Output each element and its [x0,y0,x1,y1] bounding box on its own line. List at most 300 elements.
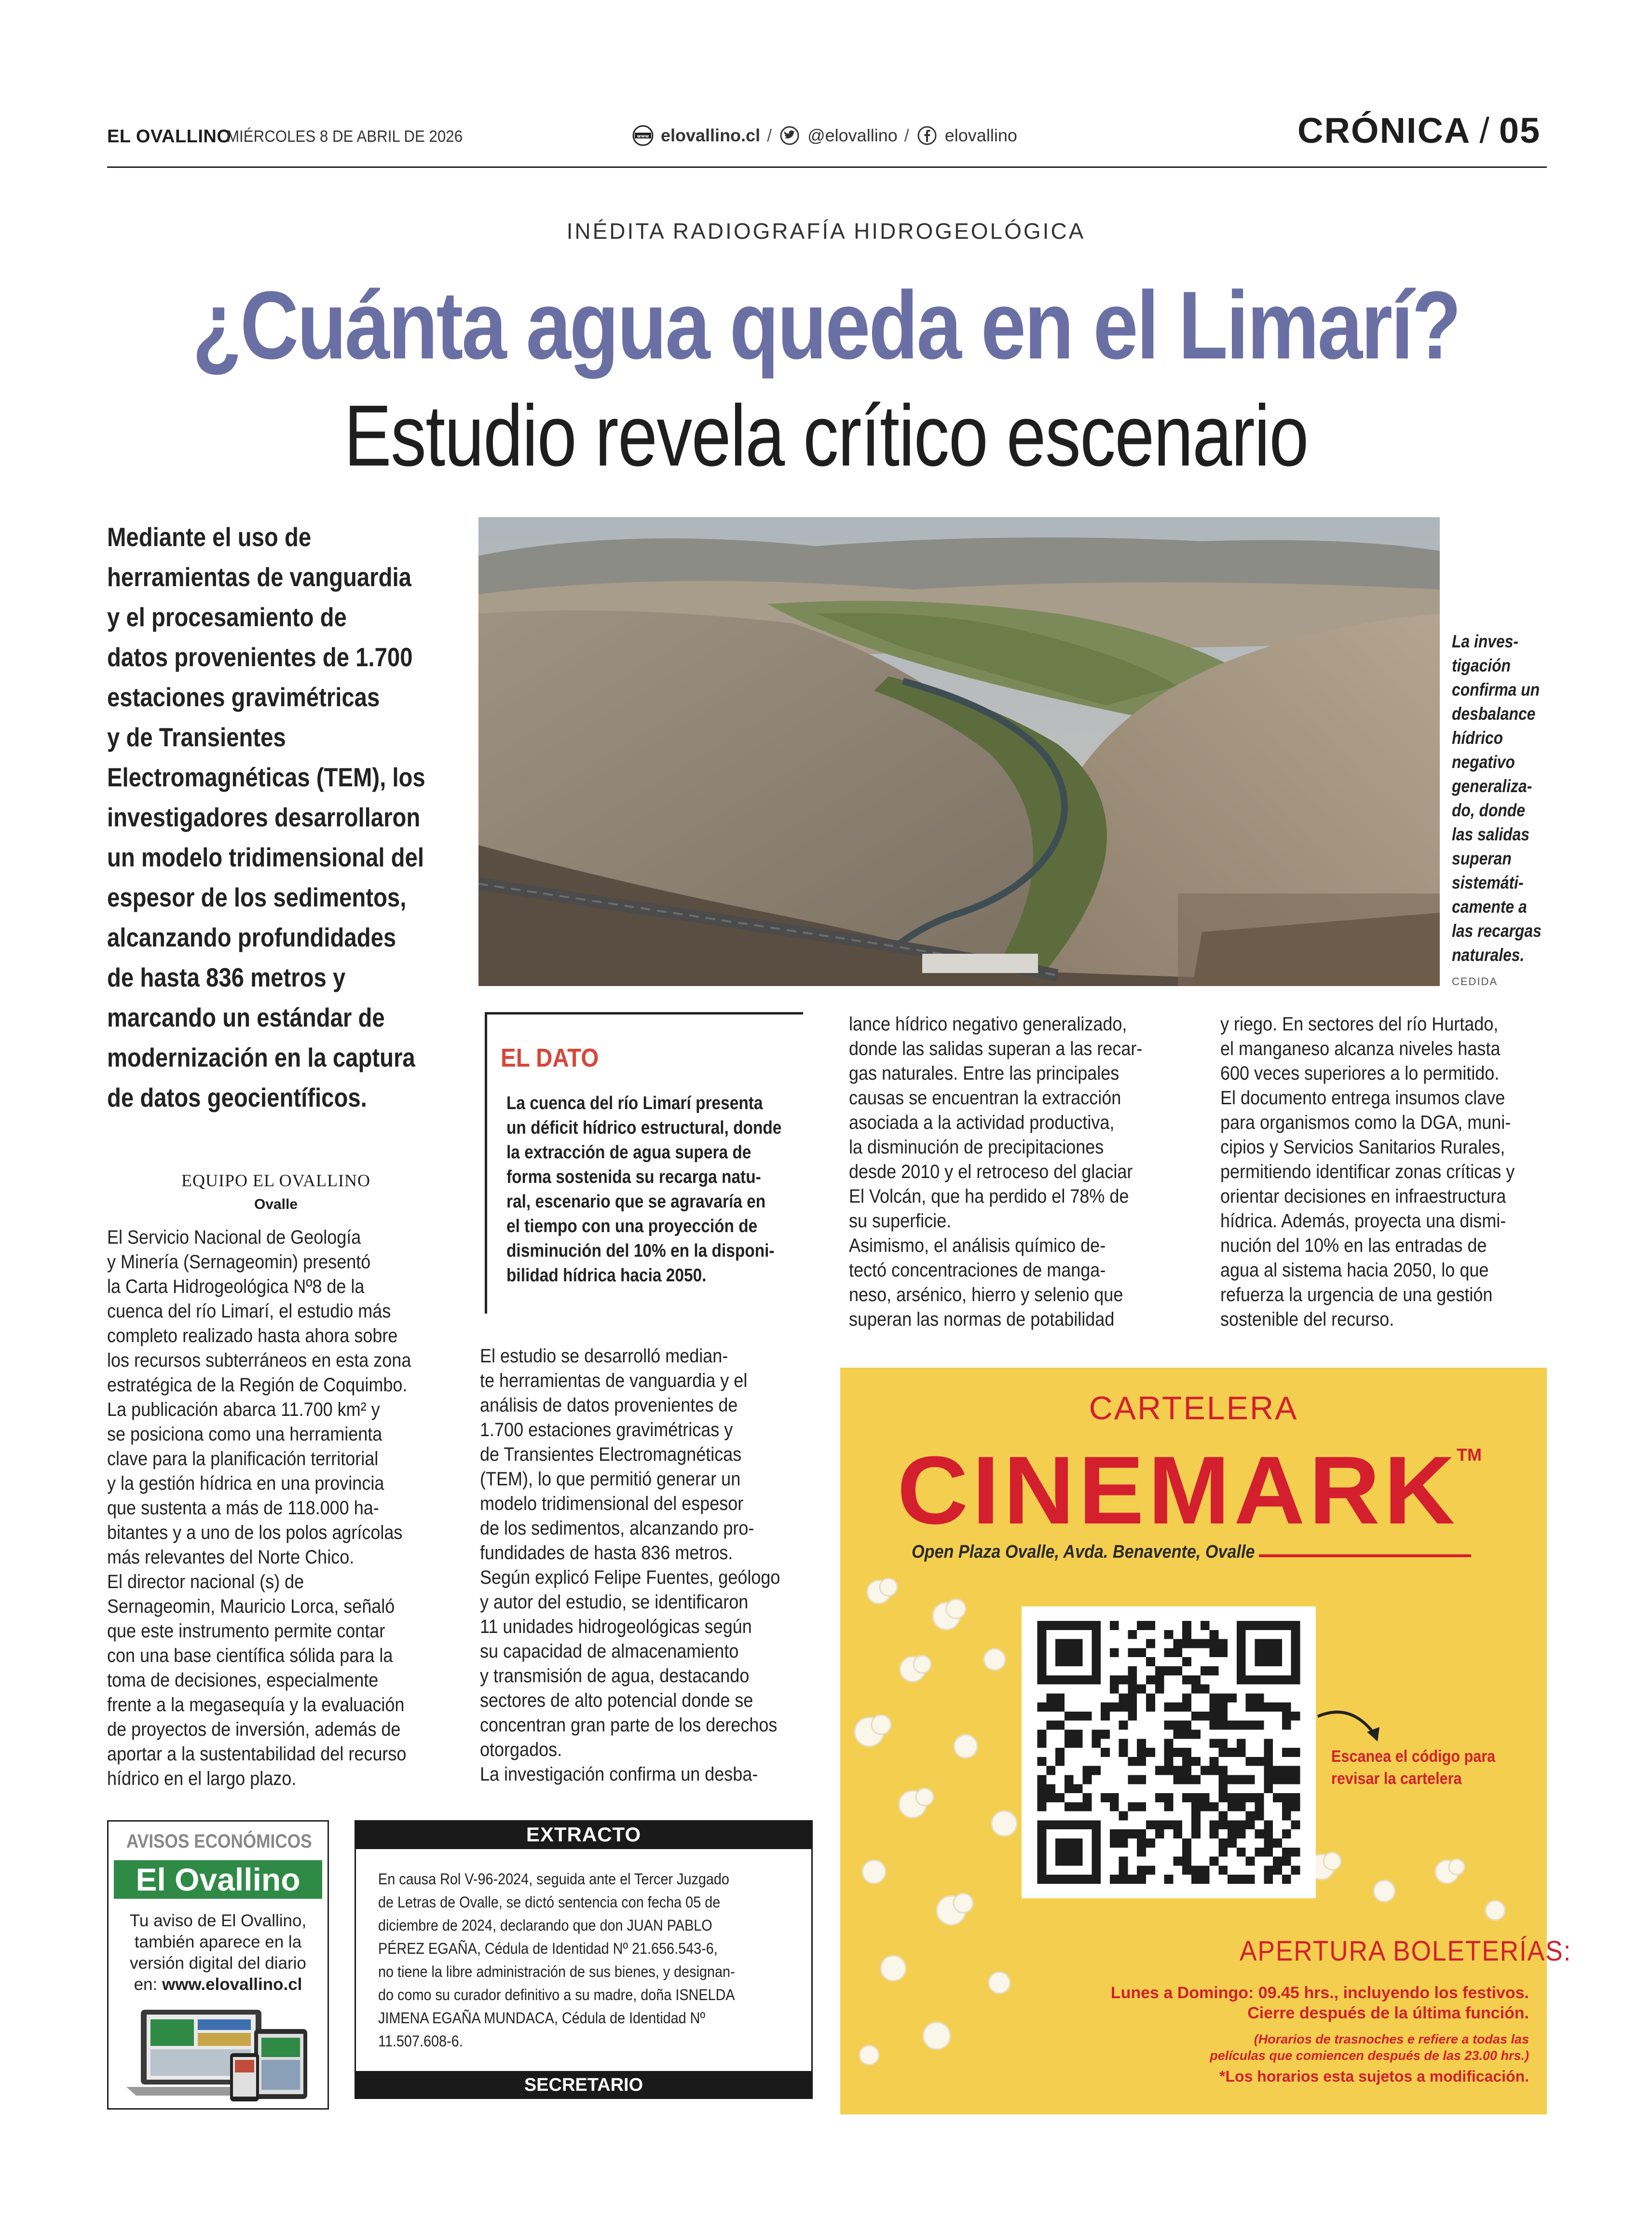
el-dato-line: ral, escenario que se agravaría en [506,1192,766,1212]
qr-module [1264,1875,1273,1884]
qr-module [1101,1730,1110,1739]
avisos-url[interactable]: www.elovallino.cl [162,1975,302,1994]
body-line: y la gestión hídrica en una provincia [107,1473,384,1494]
qr-module [1255,1693,1264,1702]
qr-module [1092,1657,1101,1666]
qr-module [1092,1766,1101,1775]
qr-module [1038,1639,1047,1648]
qr-module [1182,1757,1191,1766]
qr-module [1291,1775,1300,1784]
qr-module [1065,1621,1074,1630]
qr-module [1173,1775,1182,1784]
qr-module [1228,1693,1237,1702]
qr-module [1082,1766,1092,1775]
body-line: para organismos como la DGA, muni- [1220,1112,1511,1133]
ad-scan-line: Escanea el código para [1331,1747,1496,1766]
qr-module [1082,1820,1092,1829]
qr-module [1246,1721,1255,1730]
qr-module [1128,1757,1137,1766]
body-line: Sernageomin, Mauricio Lorca, señaló [107,1596,395,1617]
qr-module [1082,1775,1092,1784]
qr-module [1237,1648,1246,1657]
qr-module [1128,1829,1137,1838]
qr-module [1255,1648,1264,1657]
qr-module [1282,1802,1291,1811]
body-line: estratégica de la Región de Coquimbo. [107,1374,408,1396]
qr-module [1046,1693,1055,1702]
qr-module [1173,1857,1182,1866]
qr-module [1228,1838,1237,1848]
qr-module [1065,1712,1074,1721]
qr-module [1182,1865,1191,1875]
popcorn-illustration [840,1573,1043,2079]
qr-module [1210,1666,1219,1675]
qr-module [1291,1865,1300,1875]
body-line: aportar a la sustentabilidad del recurso [107,1743,407,1765]
facebook-handle[interactable]: elovallino [944,125,1017,145]
qr-module [1191,1685,1201,1694]
avisos-line: también aparece en la [134,1933,302,1951]
qr-module [1237,1793,1246,1802]
qr-module [1255,1811,1264,1821]
qr-module [1273,1857,1282,1866]
qr-module [1164,1666,1174,1675]
qr-module [1273,1838,1282,1848]
qr-module [1191,1875,1201,1884]
el-dato-line: la extracción de agua supera de [506,1142,751,1163]
caption-line: confirma un [1452,680,1540,700]
qr-module [1038,1757,1047,1766]
qr-module [1291,1639,1300,1648]
qr-module [1038,1848,1047,1857]
body-line: bitantes y a uno de los polos agrícolas [107,1522,403,1543]
body-line: refuerza la urgencia de una gestión [1220,1284,1493,1305]
body-line: agua al sistema hacia 2050, lo que [1220,1260,1489,1281]
qr-module [1092,1675,1101,1685]
avisos-title: AVISOS ECONÓMICOS [126,1831,312,1852]
qr-module [1074,1730,1083,1739]
body-line: El director nacional (s) de [107,1571,304,1592]
qr-module [1092,1857,1101,1866]
website-link[interactable]: elovallino.cl [661,125,761,145]
qr-module [1218,1775,1228,1784]
el-dato-text [506,1091,796,1288]
qr-module [1092,1730,1101,1739]
body-line: concentran gran parte de los derechos [480,1715,778,1736]
qr-module [1155,1820,1164,1829]
qr-module [1155,1685,1164,1694]
qr-code[interactable] [1036,1621,1301,1884]
qr-module [1182,1857,1191,1866]
qr-module [1038,1648,1047,1657]
qr-module [1164,1702,1174,1712]
qr-module [1282,1793,1291,1802]
qr-module [1282,1748,1291,1757]
qr-module [1282,1675,1291,1685]
qr-module [1273,1639,1282,1648]
qr-module [1065,1875,1074,1884]
avisos-brand: El Ovallino [114,1860,322,1899]
qr-module [1182,1766,1191,1775]
body-line: modelo tridimensional del espesor [480,1493,744,1514]
caption-line: tigación [1452,656,1511,675]
qr-module [1046,1675,1055,1685]
qr-module [1038,1875,1047,1884]
body-line: asociada a la actividad productiva, [849,1112,1115,1133]
qr-module [1291,1802,1300,1811]
qr-module [1055,1639,1065,1648]
qr-module [1128,1648,1137,1657]
svg-text:www: www [637,134,649,139]
qr-module [1228,1875,1237,1884]
qr-module [1210,1712,1219,1721]
lead-line: investigadores desarrollaron [107,802,421,832]
body-line: el manganeso alcanza niveles hasta [1220,1038,1501,1059]
qr-module [1065,1838,1074,1848]
qr-module [1101,1702,1110,1712]
lead-line: un modelo tridimensional del [107,842,424,872]
qr-module [1218,1739,1228,1748]
lead-line: estaciones gravimétricas [107,682,380,712]
qr-module [1210,1757,1219,1766]
qr-module [1146,1657,1155,1666]
body-column-1 [107,1225,435,1791]
body-line: Según explicó Felipe Fuentes, geólogo [480,1567,780,1588]
qr-module [1182,1848,1191,1857]
qr-module [1191,1793,1201,1802]
section-name: CRÓNICA [1297,110,1471,151]
qr-module [1055,1657,1065,1666]
qr-module [1237,1721,1246,1730]
qr-module [1255,1848,1264,1857]
qr-module [1038,1820,1047,1829]
qr-module [1255,1793,1264,1802]
popcorn-illustration [1302,1848,1515,1944]
qr-module [1201,1712,1210,1721]
photo-caption [1452,630,1548,967]
qr-module [1291,1630,1300,1639]
qr-module [1038,1739,1047,1748]
qr-module [1137,1848,1146,1857]
box-rule-left [485,1012,487,1314]
qr-module [1074,1712,1083,1721]
qr-module [1255,1675,1264,1685]
qr-module [1182,1793,1191,1802]
el-dato-line: el tiempo con una proyección de [506,1216,758,1236]
qr-module [1065,1675,1074,1685]
qr-module [1055,1702,1065,1712]
qr-module [1074,1875,1083,1884]
qr-module [1191,1811,1201,1821]
qr-module [1055,1693,1065,1702]
lead-line: modernización en la captura [107,1042,415,1072]
extracto-line: do como su curador definitivo a su madre, doña ISNELDA [378,1986,735,2003]
qr-module [1264,1639,1273,1648]
qr-module [1101,1748,1110,1757]
qr-module [1246,1820,1255,1829]
qr-module [1065,1648,1074,1657]
valley-aerial-photo [478,517,1440,986]
qr-module [1273,1775,1282,1784]
qr-module [1246,1675,1255,1685]
qr-module [1128,1666,1137,1675]
body-line: (TEM), lo que permitió generar un [480,1468,741,1490]
body-line: de Transientes Electromagnéticas [480,1444,742,1465]
body-line: hídrico en el largo plazo. [107,1768,297,1789]
qr-module [1237,1748,1246,1757]
qr-module [1218,1712,1228,1721]
qr-module [1182,1721,1191,1730]
qr-module [1237,1875,1246,1884]
qr-module [1164,1820,1174,1829]
qr-module [1264,1757,1273,1766]
qr-module [1264,1775,1273,1784]
qr-module [1210,1639,1219,1648]
curved-arrow-icon [1313,1702,1385,1750]
qr-module [1038,1829,1047,1838]
qr-module [1273,1793,1282,1802]
qr-module [1055,1820,1065,1829]
body-line: donde las salidas superan a las recar- [849,1038,1143,1059]
qr-module [1264,1648,1273,1657]
qr-module [1146,1639,1155,1648]
qr-module [1218,1811,1228,1821]
lead-line: de datos geocientíficos. [107,1083,367,1112]
qr-module [1046,1766,1055,1775]
body-line: de los sedimentos, alcanzando pro- [480,1518,754,1539]
body-line: lance hídrico negativo generalizado, [849,1014,1127,1035]
body-line: los recursos subterráneos en esta zona [107,1350,411,1371]
body-line: de proyectos de inversión, además de [107,1719,401,1740]
caption-line: La inves- [1452,631,1518,651]
qr-module [1119,1875,1128,1884]
qr-module [1137,1748,1146,1757]
qr-module [1246,1811,1255,1821]
qr-module [1191,1639,1201,1648]
qr-module [1255,1721,1264,1730]
qr-module [1218,1702,1228,1712]
qr-module [1191,1865,1201,1875]
qr-module [1074,1675,1083,1685]
qr-module [1128,1875,1137,1884]
qr-module [1191,1829,1201,1838]
body-line: sostenible del recurso. [1220,1309,1394,1330]
header-rule [107,166,1547,168]
qr-module [1173,1820,1182,1829]
twitter-handle[interactable]: @elovallino [807,125,898,145]
qr-module [1055,1621,1065,1630]
qr-module [1046,1793,1055,1802]
qr-module [1210,1648,1219,1657]
qr-module [1074,1648,1083,1657]
ad-disclaimer: *Los horarios esta sujetos a modificación. [1219,2068,1529,2085]
avisos-line: Tu aviso de El Ovallino, [129,1911,307,1930]
section-label [1297,110,1541,151]
body-line: Asimismo, el análisis químico de- [849,1235,1106,1256]
body-line: El estudio se desarrolló median- [480,1345,728,1367]
extracto-line: PÉREZ EGAÑA, Cédula de Identidad Nº 21.656.543-6, [378,1940,718,1957]
qr-module [1182,1702,1191,1712]
qr-module [1173,1639,1182,1648]
lead-line: de hasta 836 metros y [107,962,346,992]
body-line: frente a la megasequía y la evaluación [107,1694,405,1715]
byline-place: Ovalle [254,1196,298,1212]
qr-module [1291,1657,1300,1666]
qr-module [1173,1721,1182,1730]
qr-module [1218,1648,1228,1657]
caption-line: hídrico [1452,728,1503,748]
qr-module [1092,1820,1101,1829]
body-line: te herramientas de vanguardia y el [480,1370,748,1391]
qr-module [1074,1802,1083,1811]
qr-module [1074,1838,1083,1848]
qr-module [1055,1875,1065,1884]
qr-module [1282,1848,1291,1857]
qr-module [1164,1630,1174,1639]
body-line: La investigación confirma un desba- [480,1764,758,1785]
qr-module [1246,1693,1255,1702]
qr-module [1101,1793,1110,1802]
body-line: su superficie. [849,1210,952,1232]
ad-hours [1105,1983,1529,2023]
qr-module [1128,1685,1137,1694]
qr-module [1038,1730,1047,1739]
qr-module [1264,1865,1273,1875]
qr-module [1228,1748,1237,1757]
qr-module [1119,1693,1128,1702]
qr-module [1264,1657,1273,1666]
qr-module [1119,1739,1128,1748]
byline: EQUIPO EL OVALLINO [181,1171,370,1190]
article-lead [107,517,445,1118]
qr-module [1237,1675,1246,1685]
qr-module [1264,1702,1273,1712]
qr-module [1137,1775,1146,1784]
lead-line: alcanzando profundidades [107,922,396,952]
qr-module [1273,1657,1282,1666]
separator: / [904,125,909,145]
qr-module [1082,1802,1092,1811]
qr-module [1065,1657,1074,1666]
extracto-line: diciembre de 2024, declarando que don JUAN PABLO [378,1917,712,1934]
qr-module [1201,1639,1210,1648]
body-line: desde 2010 y el retroceso del glaciar [849,1161,1133,1182]
qr-module [1119,1857,1128,1866]
ad-note-line: películas que comiencen después de las 23.00 hrs.) [1210,2048,1529,2063]
qr-module [1173,1766,1182,1775]
qr-module [1291,1675,1300,1685]
qr-module [1128,1802,1137,1811]
qr-module [1218,1748,1228,1757]
qr-module [1201,1793,1210,1802]
qr-module [1218,1693,1228,1702]
qr-module [1038,1666,1047,1675]
publication-name: EL OVALLINO [107,126,232,147]
qr-module [1038,1775,1047,1784]
qr-module [1228,1829,1237,1838]
caption-line: naturales. [1452,945,1525,965]
qr-module [1255,1702,1264,1712]
lead-line: datos provenientes de 1.700 [107,642,413,672]
qr-module [1191,1730,1201,1739]
qr-module [1055,1838,1065,1848]
body-line: orientar decisiones en infraestructura [1220,1186,1506,1207]
caption-line: sistemáti- [1452,873,1524,892]
qr-module [1092,1865,1101,1875]
body-line: causas se encuentran la extracción [849,1087,1121,1109]
qr-module [1092,1739,1101,1748]
article-subheadline: Estudio revela crítico escenario [344,387,1308,484]
qr-module [1291,1621,1300,1630]
qr-module [1155,1829,1164,1838]
body-line: 11 unidades hidrogeológicas según [480,1616,752,1637]
qr-module [1182,1630,1191,1639]
qr-module [1074,1820,1083,1829]
qr-module [1282,1766,1291,1775]
qr-module [1146,1865,1155,1875]
qr-module [1210,1693,1219,1702]
lead-line: marcando un estándar de [107,1002,385,1032]
qr-module [1065,1739,1074,1748]
qr-module [1074,1657,1083,1666]
qr-module [1282,1712,1291,1721]
caption-line: superan [1452,849,1512,868]
qr-module [1228,1802,1237,1811]
qr-module [1291,1712,1300,1721]
qr-module [1282,1775,1291,1784]
body-line: El Servicio Nacional de Geología [107,1227,361,1248]
body-line: se posiciona como una herramienta [107,1424,382,1445]
qr-module [1273,1865,1282,1875]
body-line: hídrica. Además, proyecta una dismi- [1220,1210,1506,1232]
qr-module [1291,1820,1300,1829]
qr-module [1173,1829,1182,1838]
qr-module [1237,1739,1246,1748]
qr-module [1119,1838,1128,1848]
qr-module [1065,1730,1074,1739]
qr-module [1092,1648,1101,1657]
qr-module [1128,1712,1137,1721]
qr-module [1246,1793,1255,1802]
caption-line: las salidas [1452,824,1529,844]
qr-module [1137,1739,1146,1748]
ad-location: Open Plaza Ovalle, Avda. Benavente, Ovalle [912,1542,1255,1562]
qr-module [1046,1702,1055,1712]
qr-module [1137,1829,1146,1838]
qr-module [1110,1802,1119,1811]
qr-module [1082,1675,1092,1685]
qr-module [1210,1739,1219,1748]
qr-module [1246,1775,1255,1784]
qr-module [1191,1775,1201,1784]
qr-module [1055,1748,1065,1757]
ad-opening-title: APERTURA BOLETERÍAS: [1240,1935,1572,1967]
qr-module [1182,1748,1191,1757]
qr-module [1264,1675,1273,1685]
qr-module [1201,1802,1210,1811]
qr-module [1038,1793,1047,1802]
qr-module [1273,1675,1282,1685]
qr-module [1074,1639,1083,1648]
qr-module [1210,1802,1219,1811]
qr-module [1110,1829,1119,1838]
qr-module [1218,1838,1228,1848]
qr-module [1291,1648,1300,1657]
qr-module [1146,1748,1155,1757]
qr-module [1237,1775,1246,1784]
qr-module [1237,1666,1246,1675]
qr-module [1218,1639,1228,1648]
